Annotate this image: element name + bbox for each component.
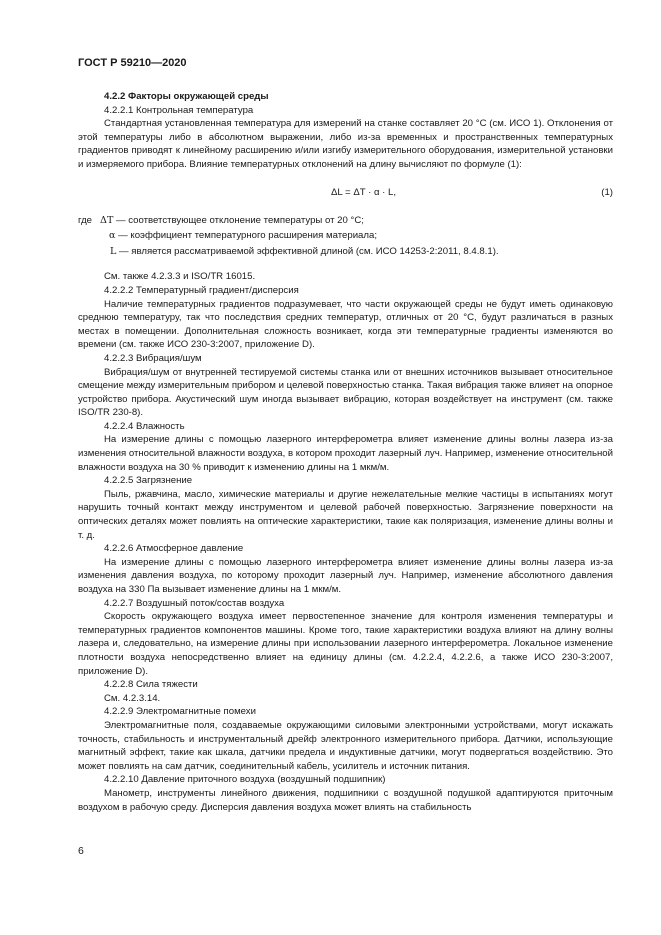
subsection-title: 4.2.2.3 Вибрация/шум: [104, 352, 202, 364]
where-text: — является рассматриваемой эффективной длиной (см. ИСО 14253-2:2011, 8.4.8.1).: [119, 245, 499, 257]
page-number: 6: [78, 845, 84, 857]
document-header: ГОСТ Р 59210—2020: [78, 57, 187, 69]
paragraph: Вибрация/шум от внутренней тестируемой системы станка или от внешних источников вызывает относительное смещение между измерительным прибором и целевой поверхностью станка. Такая вибрация также влияет на опорное устройство прибора. Акустический шум иногда вызывает вибрацию, которая воздействует на инструмент (см. также ISO/TR 230-8).: [78, 366, 613, 419]
formula: [78, 186, 613, 200]
where-text: — соответствующее отклонение температуры от 20 °C;: [116, 214, 364, 226]
subsection-title: 4.2.2.10 Давление приточного воздуха (воздушный подшипник): [104, 774, 386, 786]
subsection-title: 4.2.2.1 Контрольная температура: [104, 104, 254, 116]
paragraph: Стандартная установленная температура для измерений на станке составляет 20 °C (см. ИСО 1). Отклонения от этой температуры либо в абсолютном выражении, либо из-за временных и пространственных температурных градиентов приводят к линейному расширению и/или изгибу измерительного оборудования, измерительной установки и измеряемого прибора. Влияние температурных отклонений на длину вычисляют по формуле (1):: [78, 118, 613, 170]
where-line: [78, 214, 613, 228]
subsection-title: 4.2.2.5 Загрязнение: [104, 475, 193, 487]
paragraph: Манометр, инструменты линейного движения, подшипники с воздушной подушкой адаптируются приточным воздухом в рабочую среду. Дисперсия давления воздуха может влиять на стабильность: [78, 787, 613, 813]
paragraph: Скорость окружающего воздуха имеет первостепенное значение для контроля изменения температуры и температурных градиентов компонентов машины. Кроме того, такие характеристики воздуха влияют на длину волны лазера и, следовательно, на измерение длины при использовании лазерного интерферометра. Локальное изменение плотности воздуха непосредственно влияет на единицу длины (см. 4.2.2.4, 4.2.2.6, а также ИСО 230-3:2007, приложение D).: [78, 611, 613, 677]
where-line: [110, 245, 613, 259]
page-content: [78, 90, 613, 814]
paragraph: Пыль, ржавчина, масло, химические материалы и другие нежелательные мелкие частицы в испытаниях могут нарушить точный контакт между инструментом и целевой рабочей поверхностью. Загрязнение поверхности на оптических деталях может повлиять на оптические характеристики, такие как поляризация, изменение длины волны и т. д.: [78, 488, 613, 541]
where-label: где: [78, 214, 93, 226]
paragraph: См. 4.2.3.14.: [104, 692, 161, 704]
where-line: [109, 229, 613, 243]
where-text: — коэффициент температурного расширения материала;: [118, 230, 377, 242]
subsection-title: 4.2.2.2 Температурный градиент/дисперсия: [104, 284, 299, 296]
see-also: См. также 4.2.3.3 и ISO/TR 16015.: [104, 271, 256, 283]
subsection-title: 4.2.2.8 Сила тяжести: [104, 679, 198, 691]
subsection-title: 4.2.2.9 Электромагнитные помехи: [104, 706, 256, 718]
formula-text: ΔL = ΔT · α · L,: [331, 186, 397, 198]
where-symbol: α: [109, 230, 116, 242]
subsection-title: 4.2.2.7 Воздушный поток/состав воздуха: [104, 597, 285, 609]
where-symbol: L: [110, 245, 117, 257]
where-symbol: ΔT: [100, 214, 114, 226]
paragraph: Наличие температурных градиентов подразумевает, что части окружающей среды не будут иметь одинаковую среднюю температуру, так что последствия средних температур, отличных от 20 °C, будут различаться в разных местах в помещении. Дополнительная сложность возникает, когда эти температурные градиенты изменяются во времени (см. также ИСО 230-3:2007, приложение D).: [78, 298, 613, 351]
section-title: 4.2.2 Факторы окружающей среды: [104, 91, 269, 102]
paragraph: Электромагнитные поля, создаваемые окружающими силовыми электронными устройствами, могут искажать точность, стабильность и инструментальный дрейф электронного измерительного прибора. Датчики, использующие магнитный эффект, такие как шкала, датчики предела и индуктивные датчики, могут подвергаться воздействию. Это может повлиять на сам датчик, соединительный кабель, усилитель и источник питания.: [78, 719, 613, 772]
formula-number: (1): [601, 186, 613, 198]
paragraph: На измерение длины с помощью лазерного интерферометра влияет изменение длины волны лазера из-за изменения относительной влажности воздуха, в котором проходит лазерный луч. Например, изменение относительной влажности воздуха на 30 % приводит к изменению длины на 1 мкм/м.: [78, 434, 613, 473]
subsection-title: 4.2.2.6 Атмосферное давление: [104, 543, 244, 555]
paragraph: На измерение длины с помощью лазерного интерферометра влияет изменение длины волны лазера из-за изменения давления воздуха, по которому проходит лазерный луч. Например, изменение абсолютного давления воздуха на 330 Па вызывает изменение длины на 1 мкм/м.: [78, 556, 613, 595]
subsection-title: 4.2.2.4 Влажность: [104, 420, 185, 432]
